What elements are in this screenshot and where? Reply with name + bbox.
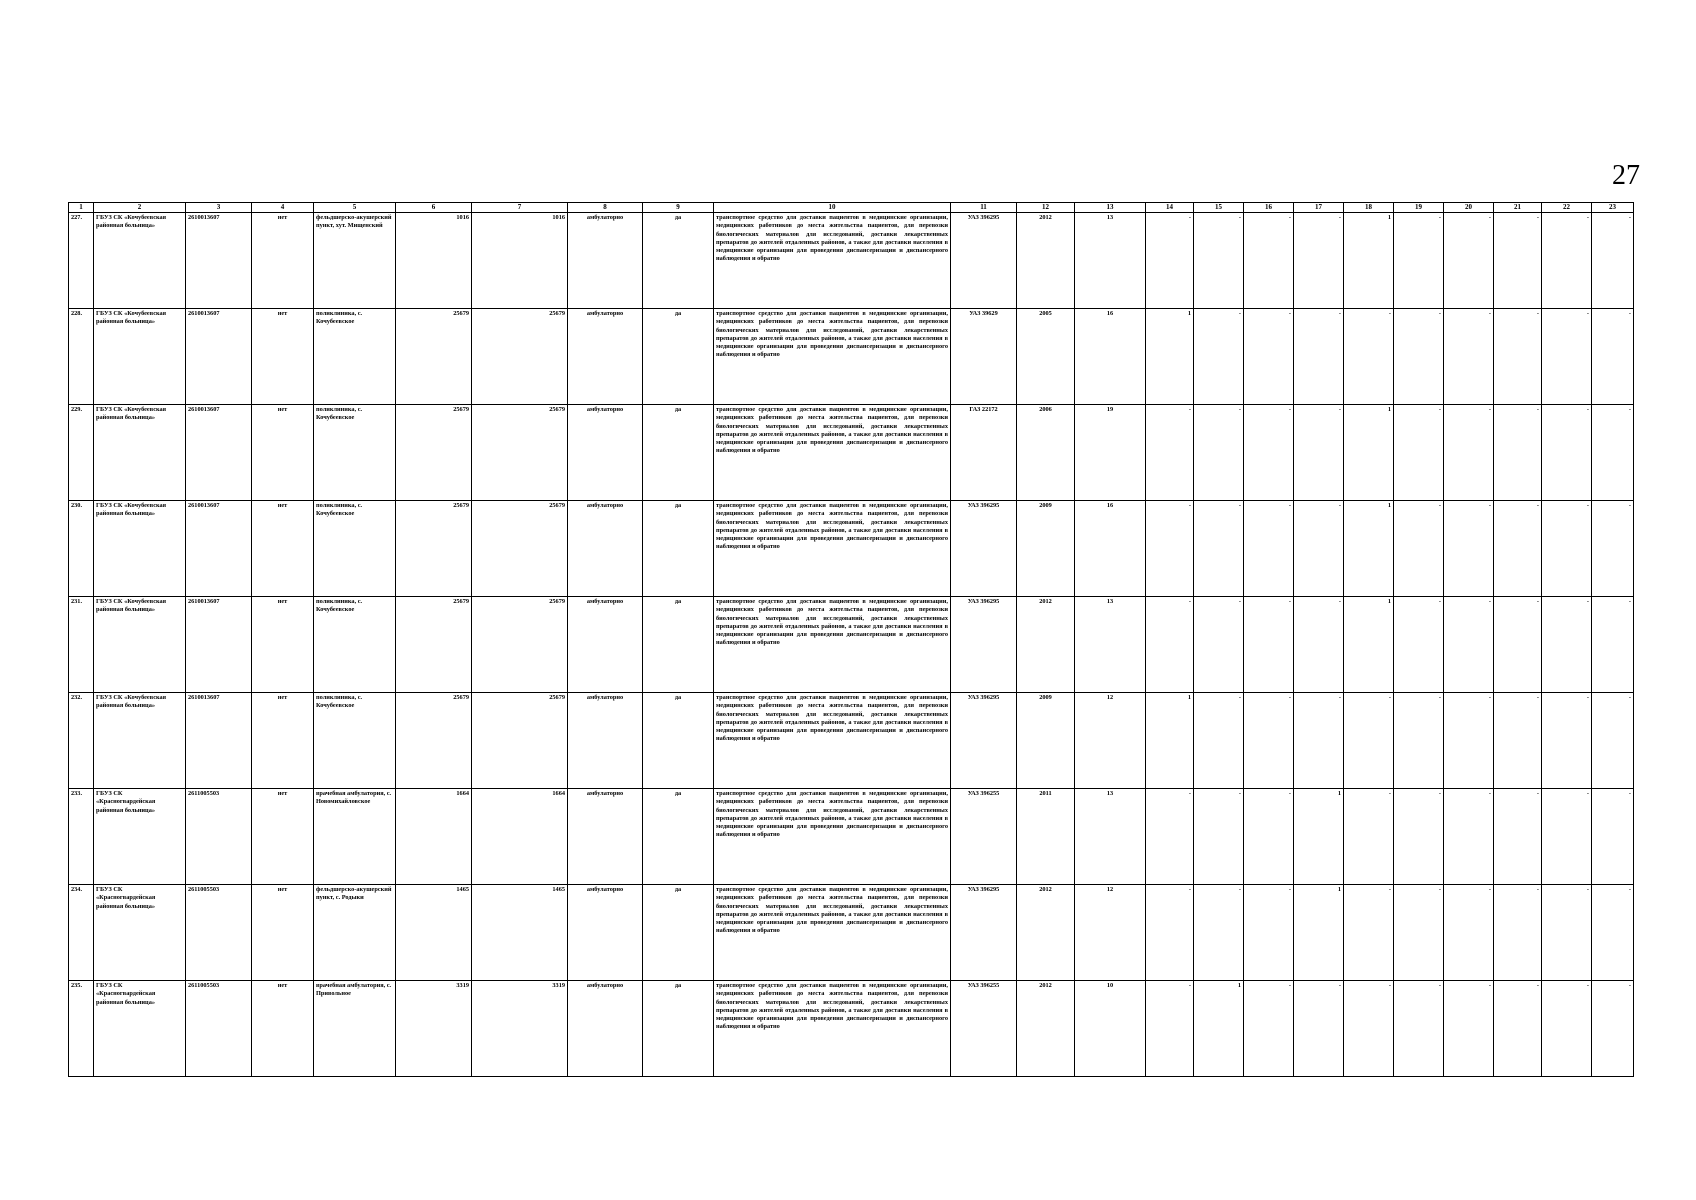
column-number-cell: 9 xyxy=(643,203,714,213)
col18-cell: - xyxy=(1344,981,1394,1077)
column-number-cell: 19 xyxy=(1394,203,1444,213)
col22-cell: - xyxy=(1542,789,1592,885)
age-cell: 16 xyxy=(1075,501,1146,597)
col21-cell: - xyxy=(1494,693,1542,789)
col19-cell: - xyxy=(1394,309,1444,405)
purpose-cell: транспортное средство для доставки пациентов в медицинские организации, медицинских работников до места жительства пациентов, для перевозки биологических материалов для исследований, доставки лекарственных препаратов до жителей отдаленных районов, а также для доставки населения в медицинские организации для проведения диспансеризации и диспансерного наблюдения и обратно xyxy=(714,885,951,981)
organization-cell: ГБУЗ СК «Кочубеевская районная больница» xyxy=(94,597,186,693)
column-number-cell: 11 xyxy=(951,203,1017,213)
purpose-cell: транспортное средство для доставки пациентов в медицинские организации, медицинских работников до места жительства пациентов, для перевозки биологических материалов для исследований, доставки лекарственных препаратов до жителей отдаленных районов, а также для доставки населения в медицинские организации для проведения диспансеризации и диспансерного наблюдения и обратно xyxy=(714,693,951,789)
col14-cell: - xyxy=(1146,789,1194,885)
age-cell: 16 xyxy=(1075,309,1146,405)
subdivision-cell: фельдшерско-акушерский пункт, хут. Мищенский xyxy=(314,213,396,309)
row-number-cell: 229. xyxy=(69,405,94,501)
column-number-cell: 13 xyxy=(1075,203,1146,213)
age-cell: 12 xyxy=(1075,885,1146,981)
table-row xyxy=(69,597,1634,693)
vehicle-model-cell: УАЗ 39629 xyxy=(951,309,1017,405)
vehicle-model-cell: УАЗ 396295 xyxy=(951,213,1017,309)
flag-cell: нет xyxy=(252,981,314,1077)
col22-cell: - xyxy=(1542,597,1592,693)
column-number-cell: 14 xyxy=(1146,203,1194,213)
inn-cell: 2611005503 xyxy=(186,789,252,885)
col19-cell: - xyxy=(1394,789,1444,885)
col17-cell: - xyxy=(1294,981,1344,1077)
organization-cell: ГБУЗ СК «Кочубеевская районная больница» xyxy=(94,405,186,501)
inn-cell: 2610013607 xyxy=(186,501,252,597)
col15-cell: - xyxy=(1194,885,1244,981)
flag-cell: нет xyxy=(252,885,314,981)
col17-cell: - xyxy=(1294,309,1344,405)
table-row xyxy=(69,981,1634,1077)
col22-cell: - xyxy=(1542,501,1592,597)
col22-cell: - xyxy=(1542,213,1592,309)
row-number-cell: 230. xyxy=(69,501,94,597)
year-cell: 2012 xyxy=(1017,981,1075,1077)
flag-cell: нет xyxy=(252,789,314,885)
year-cell: 2009 xyxy=(1017,693,1075,789)
col20-cell: - xyxy=(1444,309,1494,405)
subdivision-cell: поликлиника, с. Кочубеевское xyxy=(314,693,396,789)
row-number-cell: 227. xyxy=(69,213,94,309)
flag-cell: нет xyxy=(252,309,314,405)
inn-cell: 2610013607 xyxy=(186,597,252,693)
care-mode-cell: амбулаторно xyxy=(568,789,643,885)
col14-cell: - xyxy=(1146,597,1194,693)
attached-population-cell: 25679 xyxy=(472,309,568,405)
flag-cell: нет xyxy=(252,213,314,309)
col18-cell: 1 xyxy=(1344,405,1394,501)
attached-population-cell: 25679 xyxy=(472,693,568,789)
inn-cell: 2610013607 xyxy=(186,213,252,309)
subdivision-cell: поликлиника, с. Кочубеевское xyxy=(314,501,396,597)
col22-cell: - xyxy=(1542,981,1592,1077)
col16-cell: - xyxy=(1244,885,1294,981)
purpose-cell: транспортное средство для доставки пациентов в медицинские организации, медицинских работников до места жительства пациентов, для перевозки биологических материалов для исследований, доставки лекарственных препаратов до жителей отдаленных районов, а также для доставки населения в медицинские организации для проведения диспансеризации и диспансерного наблюдения и обратно xyxy=(714,309,951,405)
age-cell: 12 xyxy=(1075,693,1146,789)
col23-cell: - xyxy=(1592,213,1634,309)
col16-cell: - xyxy=(1244,789,1294,885)
organization-cell: ГБУЗ СК «Красногвардейская районная больница» xyxy=(94,981,186,1077)
col18-cell: - xyxy=(1344,885,1394,981)
table-row xyxy=(69,213,1634,309)
row-number-cell: 233. xyxy=(69,789,94,885)
col14-cell: - xyxy=(1146,405,1194,501)
inn-cell: 2610013607 xyxy=(186,309,252,405)
col22-cell: - xyxy=(1542,405,1592,501)
col19-cell: - xyxy=(1394,885,1444,981)
col19-cell: - xyxy=(1394,405,1444,501)
col21-cell: - xyxy=(1494,597,1542,693)
col14-cell: - xyxy=(1146,501,1194,597)
table-row xyxy=(69,693,1634,789)
availability-cell: да xyxy=(643,981,714,1077)
col15-cell: - xyxy=(1194,501,1244,597)
population-cell: 1016 xyxy=(396,213,472,309)
vehicle-model-cell: УАЗ 396255 xyxy=(951,981,1017,1077)
col17-cell: - xyxy=(1294,597,1344,693)
population-cell: 25679 xyxy=(396,309,472,405)
row-number-cell: 228. xyxy=(69,309,94,405)
column-number-row xyxy=(69,203,1634,213)
inn-cell: 2610013607 xyxy=(186,405,252,501)
vehicle-model-cell: ГАЗ 22172 xyxy=(951,405,1017,501)
column-number-cell: 16 xyxy=(1244,203,1294,213)
col16-cell: - xyxy=(1244,309,1294,405)
col17-cell: - xyxy=(1294,501,1344,597)
care-mode-cell: амбулаторно xyxy=(568,309,643,405)
availability-cell: да xyxy=(643,309,714,405)
attached-population-cell: 25679 xyxy=(472,405,568,501)
table-row xyxy=(69,789,1634,885)
col14-cell: - xyxy=(1146,213,1194,309)
col22-cell: - xyxy=(1542,885,1592,981)
year-cell: 2006 xyxy=(1017,405,1075,501)
vehicle-model-cell: УАЗ 396295 xyxy=(951,693,1017,789)
population-cell: 25679 xyxy=(396,597,472,693)
column-number-cell: 2 xyxy=(94,203,186,213)
col15-cell: 1 xyxy=(1194,981,1244,1077)
column-number-cell: 18 xyxy=(1344,203,1394,213)
col19-cell: - xyxy=(1394,981,1444,1077)
col14-cell: 1 xyxy=(1146,309,1194,405)
col20-cell: - xyxy=(1444,693,1494,789)
column-number-cell: 7 xyxy=(472,203,568,213)
vehicle-registry-table xyxy=(68,202,1634,1077)
col20-cell: - xyxy=(1444,501,1494,597)
availability-cell: да xyxy=(643,597,714,693)
col17-cell: - xyxy=(1294,693,1344,789)
column-number-cell: 12 xyxy=(1017,203,1075,213)
col21-cell: - xyxy=(1494,213,1542,309)
row-number-cell: 234. xyxy=(69,885,94,981)
care-mode-cell: амбулаторно xyxy=(568,885,643,981)
availability-cell: да xyxy=(643,501,714,597)
organization-cell: ГБУЗ СК «Красногвардейская районная больница» xyxy=(94,885,186,981)
organization-cell: ГБУЗ СК «Красногвардейская районная больница» xyxy=(94,789,186,885)
col18-cell: - xyxy=(1344,309,1394,405)
col21-cell: - xyxy=(1494,309,1542,405)
vehicle-model-cell: УАЗ 396295 xyxy=(951,885,1017,981)
col15-cell: - xyxy=(1194,597,1244,693)
column-number-cell: 17 xyxy=(1294,203,1344,213)
population-cell: 1465 xyxy=(396,885,472,981)
year-cell: 2009 xyxy=(1017,501,1075,597)
col18-cell: 1 xyxy=(1344,597,1394,693)
column-number-cell: 3 xyxy=(186,203,252,213)
flag-cell: нет xyxy=(252,501,314,597)
year-cell: 2011 xyxy=(1017,789,1075,885)
col23-cell: - xyxy=(1592,885,1634,981)
organization-cell: ГБУЗ СК «Кочубеевская районная больница» xyxy=(94,309,186,405)
col14-cell: - xyxy=(1146,885,1194,981)
vehicle-model-cell: УАЗ 396295 xyxy=(951,597,1017,693)
year-cell: 2012 xyxy=(1017,885,1075,981)
col23-cell: - xyxy=(1592,597,1634,693)
col21-cell: - xyxy=(1494,789,1542,885)
column-number-cell: 1 xyxy=(69,203,94,213)
age-cell: 13 xyxy=(1075,213,1146,309)
col17-cell: 1 xyxy=(1294,885,1344,981)
subdivision-cell: фельдшерско-акушерский пункт, с. Родыки xyxy=(314,885,396,981)
attached-population-cell: 1465 xyxy=(472,885,568,981)
col22-cell: - xyxy=(1542,693,1592,789)
col16-cell: - xyxy=(1244,405,1294,501)
subdivision-cell: поликлиника, с. Кочубеевское xyxy=(314,597,396,693)
col19-cell: - xyxy=(1394,501,1444,597)
row-number-cell: 231. xyxy=(69,597,94,693)
column-number-cell: 8 xyxy=(568,203,643,213)
col23-cell: - xyxy=(1592,981,1634,1077)
col15-cell: - xyxy=(1194,309,1244,405)
year-cell: 2005 xyxy=(1017,309,1075,405)
col19-cell: - xyxy=(1394,213,1444,309)
purpose-cell: транспортное средство для доставки пациентов в медицинские организации, медицинских работников до места жительства пациентов, для перевозки биологических материалов для исследований, доставки лекарственных препаратов до жителей отдаленных районов, а также для доставки населения в медицинские организации для проведения диспансеризации и диспансерного наблюдения и обратно xyxy=(714,789,951,885)
availability-cell: да xyxy=(643,405,714,501)
col21-cell: - xyxy=(1494,501,1542,597)
table-row xyxy=(69,405,1634,501)
column-number-cell: 10 xyxy=(714,203,951,213)
subdivision-cell: поликлиника, с. Кочубеевское xyxy=(314,405,396,501)
population-cell: 1664 xyxy=(396,789,472,885)
col22-cell: - xyxy=(1542,309,1592,405)
vehicle-model-cell: УАЗ 396255 xyxy=(951,789,1017,885)
care-mode-cell: амбулаторно xyxy=(568,501,643,597)
organization-cell: ГБУЗ СК «Кочубеевская районная больница» xyxy=(94,501,186,597)
col17-cell: - xyxy=(1294,405,1344,501)
column-number-cell: 21 xyxy=(1494,203,1542,213)
year-cell: 2012 xyxy=(1017,213,1075,309)
purpose-cell: транспортное средство для доставки пациентов в медицинские организации, медицинских работников до места жительства пациентов, для перевозки биологических материалов для исследований, доставки лекарственных препаратов до жителей отдаленных районов, а также для доставки населения в медицинские организации для проведения диспансеризации и диспансерного наблюдения и обратно xyxy=(714,981,951,1077)
year-cell: 2012 xyxy=(1017,597,1075,693)
attached-population-cell: 25679 xyxy=(472,597,568,693)
attached-population-cell: 1664 xyxy=(472,789,568,885)
col20-cell: - xyxy=(1444,405,1494,501)
purpose-cell: транспортное средство для доставки пациентов в медицинские организации, медицинских работников до места жительства пациентов, для перевозки биологических материалов для исследований, доставки лекарственных препаратов до жителей отдаленных районов, а также для доставки населения в медицинские организации для проведения диспансеризации и диспансерного наблюдения и обратно xyxy=(714,405,951,501)
inn-cell: 2610013607 xyxy=(186,693,252,789)
age-cell: 13 xyxy=(1075,789,1146,885)
col19-cell: - xyxy=(1394,693,1444,789)
population-cell: 25679 xyxy=(396,693,472,789)
flag-cell: нет xyxy=(252,597,314,693)
col23-cell: - xyxy=(1592,405,1634,501)
flag-cell: нет xyxy=(252,693,314,789)
population-cell: 25679 xyxy=(396,405,472,501)
col15-cell: - xyxy=(1194,693,1244,789)
col20-cell: - xyxy=(1444,597,1494,693)
col15-cell: - xyxy=(1194,213,1244,309)
col18-cell: - xyxy=(1344,693,1394,789)
col18-cell: - xyxy=(1344,789,1394,885)
inn-cell: 2611005503 xyxy=(186,885,252,981)
availability-cell: да xyxy=(643,885,714,981)
age-cell: 19 xyxy=(1075,405,1146,501)
col16-cell: - xyxy=(1244,981,1294,1077)
vehicle-model-cell: УАЗ 396295 xyxy=(951,501,1017,597)
column-number-cell: 4 xyxy=(252,203,314,213)
organization-cell: ГБУЗ СК «Кочубеевская районная больница» xyxy=(94,693,186,789)
flag-cell: нет xyxy=(252,405,314,501)
col14-cell: 1 xyxy=(1146,693,1194,789)
col20-cell: - xyxy=(1444,789,1494,885)
col21-cell: - xyxy=(1494,885,1542,981)
table-row xyxy=(69,885,1634,981)
col23-cell: - xyxy=(1592,309,1634,405)
col20-cell: - xyxy=(1444,213,1494,309)
purpose-cell: транспортное средство для доставки пациентов в медицинские организации, медицинских работников до места жительства пациентов, для перевозки биологических материалов для исследований, доставки лекарственных препаратов до жителей отдаленных районов, а также для доставки населения в медицинские организации для проведения диспансеризации и диспансерного наблюдения и обратно xyxy=(714,597,951,693)
col18-cell: 1 xyxy=(1344,213,1394,309)
col15-cell: - xyxy=(1194,789,1244,885)
care-mode-cell: амбулаторно xyxy=(568,213,643,309)
page-number: 27 xyxy=(1612,160,1640,191)
col20-cell: - xyxy=(1444,981,1494,1077)
availability-cell: да xyxy=(643,789,714,885)
population-cell: 3319 xyxy=(396,981,472,1077)
column-number-cell: 20 xyxy=(1444,203,1494,213)
attached-population-cell: 1016 xyxy=(472,213,568,309)
column-number-cell: 23 xyxy=(1592,203,1634,213)
column-number-cell: 6 xyxy=(396,203,472,213)
care-mode-cell: амбулаторно xyxy=(568,693,643,789)
attached-population-cell: 3319 xyxy=(472,981,568,1077)
col21-cell: - xyxy=(1494,981,1542,1077)
row-number-cell: 235. xyxy=(69,981,94,1077)
subdivision-cell: поликлиника, с. Кочубеевское xyxy=(314,309,396,405)
table-row xyxy=(69,309,1634,405)
attached-population-cell: 25679 xyxy=(472,501,568,597)
col16-cell: - xyxy=(1244,597,1294,693)
col23-cell: - xyxy=(1592,789,1634,885)
availability-cell: да xyxy=(643,693,714,789)
age-cell: 10 xyxy=(1075,981,1146,1077)
row-number-cell: 232. xyxy=(69,693,94,789)
subdivision-cell: врачебная амбулатория, с. Привольное xyxy=(314,981,396,1077)
col16-cell: - xyxy=(1244,501,1294,597)
col20-cell: - xyxy=(1444,885,1494,981)
col17-cell: - xyxy=(1294,213,1344,309)
inn-cell: 2611005503 xyxy=(186,981,252,1077)
col16-cell: - xyxy=(1244,213,1294,309)
availability-cell: да xyxy=(643,213,714,309)
col14-cell: - xyxy=(1146,981,1194,1077)
purpose-cell: транспортное средство для доставки пациентов в медицинские организации, медицинских работников до места жительства пациентов, для перевозки биологических материалов для исследований, доставки лекарственных препаратов до жителей отдаленных районов, а также для доставки населения в медицинские организации для проведения диспансеризации и диспансерного наблюдения и обратно xyxy=(714,501,951,597)
col23-cell: - xyxy=(1592,501,1634,597)
care-mode-cell: амбулаторно xyxy=(568,981,643,1077)
care-mode-cell: амбулаторно xyxy=(568,405,643,501)
col16-cell: - xyxy=(1244,693,1294,789)
col17-cell: 1 xyxy=(1294,789,1344,885)
column-number-cell: 22 xyxy=(1542,203,1592,213)
organization-cell: ГБУЗ СК «Кочубеевская районная больница» xyxy=(94,213,186,309)
col15-cell: - xyxy=(1194,405,1244,501)
care-mode-cell: амбулаторно xyxy=(568,597,643,693)
column-number-cell: 15 xyxy=(1194,203,1244,213)
column-number-cell: 5 xyxy=(314,203,396,213)
age-cell: 13 xyxy=(1075,597,1146,693)
subdivision-cell: врачебная амбулатория, с. Новомихайловское xyxy=(314,789,396,885)
col18-cell: 1 xyxy=(1344,501,1394,597)
purpose-cell: транспортное средство для доставки пациентов в медицинские организации, медицинских работников до места жительства пациентов, для перевозки биологических материалов для исследований, доставки лекарственных препаратов до жителей отдаленных районов, а также для доставки населения в медицинские организации для проведения диспансеризации и диспансерного наблюдения и обратно xyxy=(714,213,951,309)
col23-cell: - xyxy=(1592,693,1634,789)
population-cell: 25679 xyxy=(396,501,472,597)
table-row xyxy=(69,501,1634,597)
col19-cell: - xyxy=(1394,597,1444,693)
col21-cell: - xyxy=(1494,405,1542,501)
